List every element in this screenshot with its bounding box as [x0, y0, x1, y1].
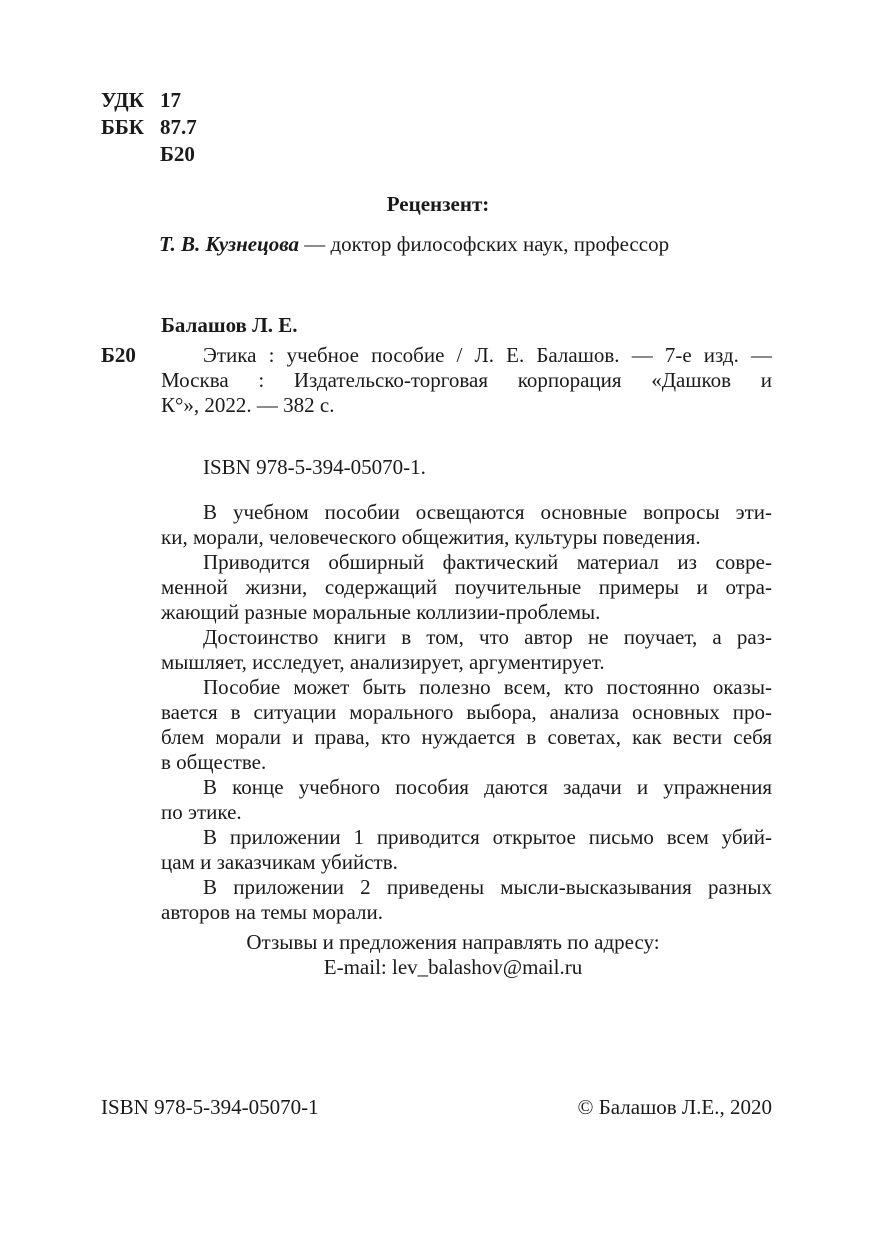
- udk-label: УДК: [101, 88, 144, 112]
- biblio-line: Этика : учебное пособие / Л. Е. Балашов. — 7-е изд. —: [203, 343, 772, 367]
- annotation-line: Пособие может быть полезно всем, кто постоянно оказы-: [203, 675, 772, 699]
- annotation-line: мышляет, исследует, анализирует, аргументирует.: [161, 650, 605, 674]
- classification-block: [101, 87, 197, 168]
- book-author: Балашов Л. Е.: [161, 313, 298, 337]
- bibliographic-description: [161, 343, 772, 418]
- annotation-line: В учебном пособии освещаются основные вопросы эти-: [203, 500, 772, 524]
- annotation-line: по этике.: [161, 800, 242, 824]
- bbk-row: [101, 114, 197, 141]
- reviewer-line: [159, 232, 669, 257]
- annotation-line: Достоинство книги в том, что автор не поучает, а раз-: [203, 625, 772, 649]
- annotation-line: ки, морали, человеческого общежития, культуры поведения.: [161, 525, 701, 549]
- bbk-value: 87.7: [160, 115, 197, 139]
- reviewer-description: — доктор философских наук, профессор: [299, 232, 670, 256]
- bibliographic-code: Б20: [101, 343, 136, 367]
- annotation-line: в обществе.: [161, 750, 267, 774]
- annotation-line: вается в ситуации морального выбора, анализа основных про-: [161, 700, 772, 724]
- annotation-line: авторов на темы морали.: [161, 900, 383, 924]
- bbk-label: ББК: [101, 115, 144, 139]
- annotation-line: жающий разные моральные коллизии-проблемы.: [161, 600, 601, 624]
- feedback-email: E-mail: lev_balashov@mail.ru: [323, 955, 583, 979]
- biblio-line: Москва : Издательско-торговая корпорация «Дашков и: [161, 368, 772, 392]
- annotation-line: В приложении 1 приводится открытое письмо всем убий-: [203, 825, 772, 849]
- annotation-line: менной жизни, содержащий поучительные примеры и отра-: [161, 575, 772, 599]
- udk-value: 17: [160, 88, 181, 112]
- footer-isbn: ISBN 978-5-394-05070-1: [101, 1095, 319, 1119]
- annotation-line: блем морали и права, кто нуждается в советах, как вести себя: [161, 725, 772, 749]
- udk-row: [101, 87, 197, 114]
- reviewer-heading: Рецензент:: [386, 192, 490, 216]
- feedback-line: Отзывы и предложения направлять по адресу:: [246, 930, 660, 954]
- biblio-line: К°», 2022. — 382 с.: [161, 393, 335, 417]
- annotation-line: Приводится обширный фактический материал из совре-: [203, 550, 772, 574]
- annotation-line: В конце учебного пособия даются задачи и упражнения: [203, 775, 772, 799]
- feedback-block: [0, 930, 876, 980]
- annotation-line: В приложении 2 приведены мысли-высказывания разных: [203, 875, 772, 899]
- annotation-text: [161, 500, 772, 925]
- annotation-line: цам и заказчикам убийств.: [161, 850, 398, 874]
- isbn-record: ISBN 978-5-394-05070-1.: [203, 455, 426, 479]
- author-mark: Б20: [160, 142, 195, 166]
- reviewer-name: Т. В. Кузнецова: [159, 232, 299, 256]
- author-mark-row: [101, 141, 197, 168]
- footer-copyright: © Балашов Л.Е., 2020: [577, 1095, 772, 1119]
